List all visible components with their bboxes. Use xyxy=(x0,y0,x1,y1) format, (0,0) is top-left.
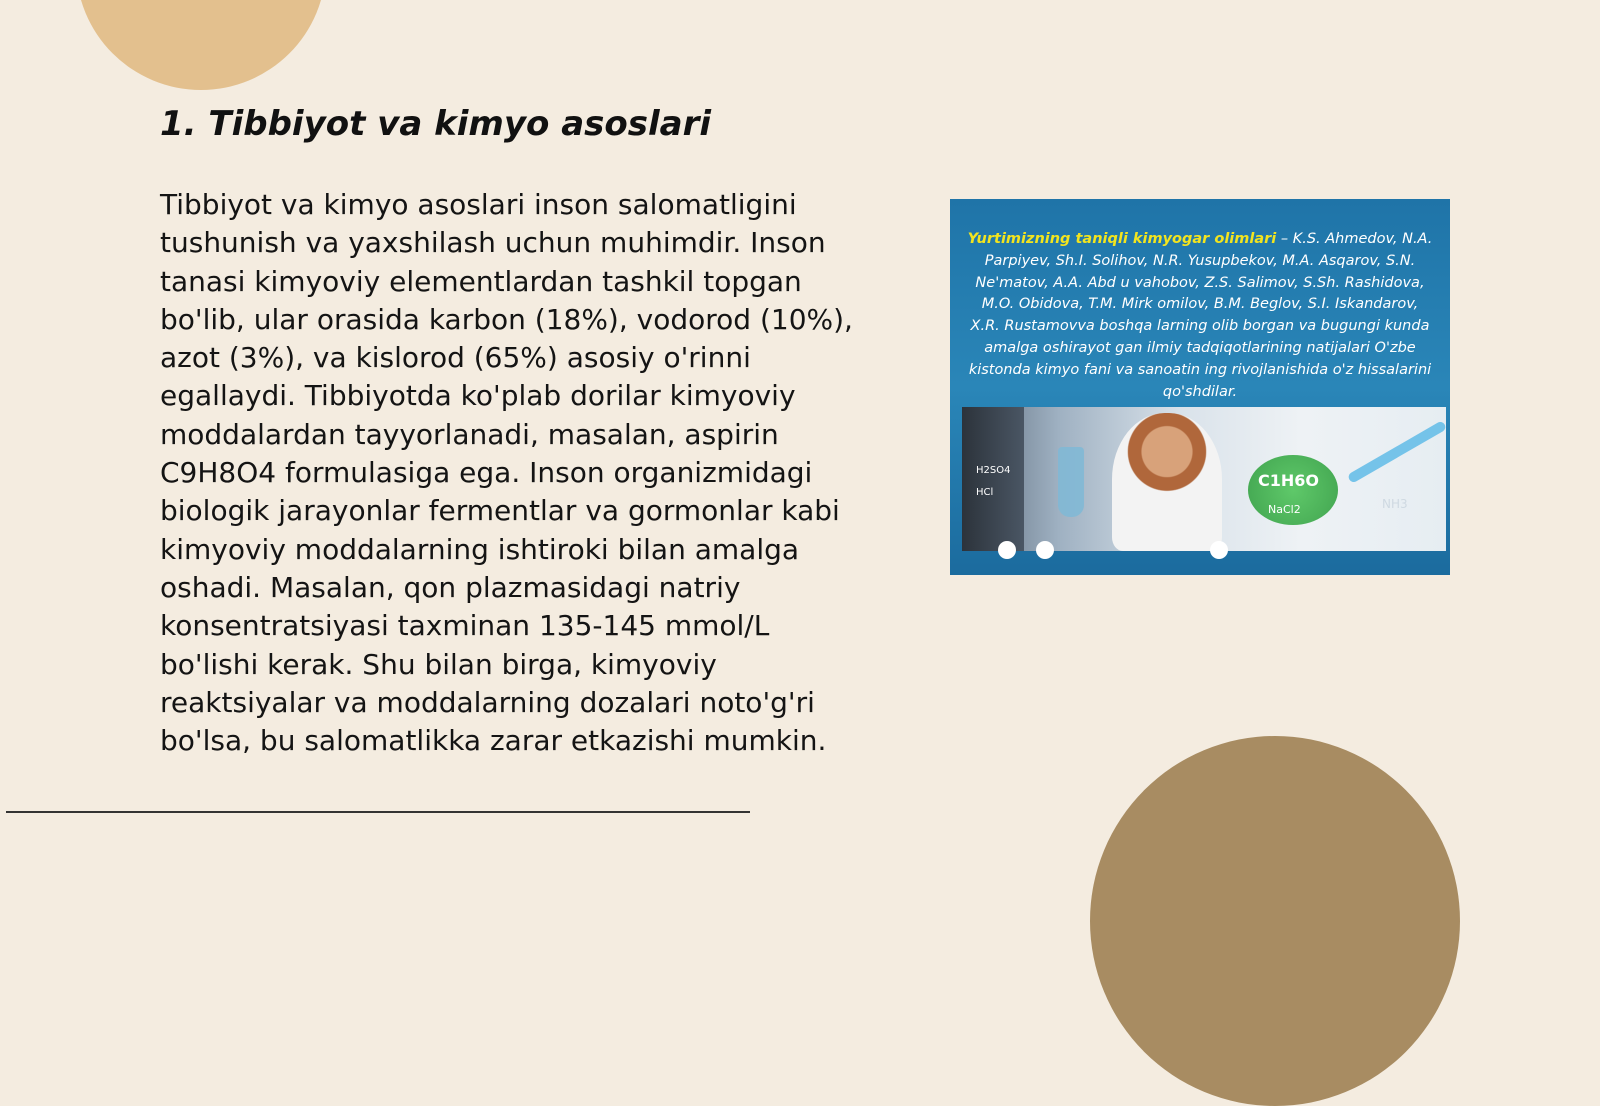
decorative-circle-top xyxy=(76,0,326,90)
horizontal-divider xyxy=(6,811,750,813)
pipette-icon xyxy=(1347,420,1446,484)
figure-caption-text: – K.S. Ahmedov, N.A. Parpiyev, Sh.I. Solihov, N.R. Yusupbekov, M.A. Asqarov, S.N. Ne'matov, A.A. Abd u vahobov, Z.S. Salimov, S.Sh. Rashidova, M.O. Obidova, T.M. Mirk omilov, B.M. Beglov, S.I. Iskandarov, X.R. Rustamovva boshqa larning olib borgan va bugungi kunda amalga oshirayot gan ilmiy tadqiqotlarining natijalari O'zbe kistonda kimyo fani va sanoatin ing rivojlanishida o'z hissalarini qo'shdilar. xyxy=(968,231,1433,400)
slide-title: 1. Tibbiyot va kimyo asoslari xyxy=(160,104,711,144)
decorative-circle-bottom xyxy=(1090,736,1460,1106)
chemists-figure xyxy=(950,199,1450,575)
photo-label-h2so4: H2SO4 xyxy=(976,465,1011,476)
flask-icon xyxy=(1058,447,1084,517)
figure-caption-highlight: Yurtimizning taniqli kimyogar olimlari xyxy=(967,231,1277,247)
figure-caption xyxy=(966,229,1434,403)
photo-label-formula: C1H6O xyxy=(1258,471,1319,490)
photo-equipment-shade xyxy=(962,407,1024,551)
slide-body-text: Tibbiyot va kimyo asoslari inson salomatligini tushunish va yaxshilash uchun muhimdir. Inson tanasi kimyoviy elementlardan tashkil topgan bo'lib, ular orasida karbon (18%), vodorod (10%), azot (3%), va kislorod (65%) asosiy o'rinni egallaydi. Tibbiyotda ko'plab dorilar kimyoviy moddalardan tayyorlanadi, masalan, aspirin C9H8O4 formulasiga ega. Inson organizmidagi biologik jarayonlar fermentlar va gormonlar kabi kimyoviy moddalarning ishtiroki bilan amalga oshadi. Masalan, qon plazmasidagi natriy konsentratsiyasi taxminan 135-145 mmol/L bo'lishi kerak. Shu bilan birga, kimyoviy reaktsiyalar va moddalarning dozalari noto'g'ri bo'lsa, bu salomatlikka zarar etkazishi mumkin. xyxy=(160,188,853,758)
scientist-image xyxy=(1112,413,1222,551)
photo-label-nh3: NH3 xyxy=(1382,497,1408,511)
photo-label-hcl: HCl xyxy=(976,487,994,498)
decorative-dot xyxy=(1210,541,1228,559)
laboratory-photo xyxy=(962,407,1446,551)
photo-label-nacl: NaCl2 xyxy=(1268,503,1301,516)
decorative-dot xyxy=(1036,541,1054,559)
decorative-dot xyxy=(998,541,1016,559)
